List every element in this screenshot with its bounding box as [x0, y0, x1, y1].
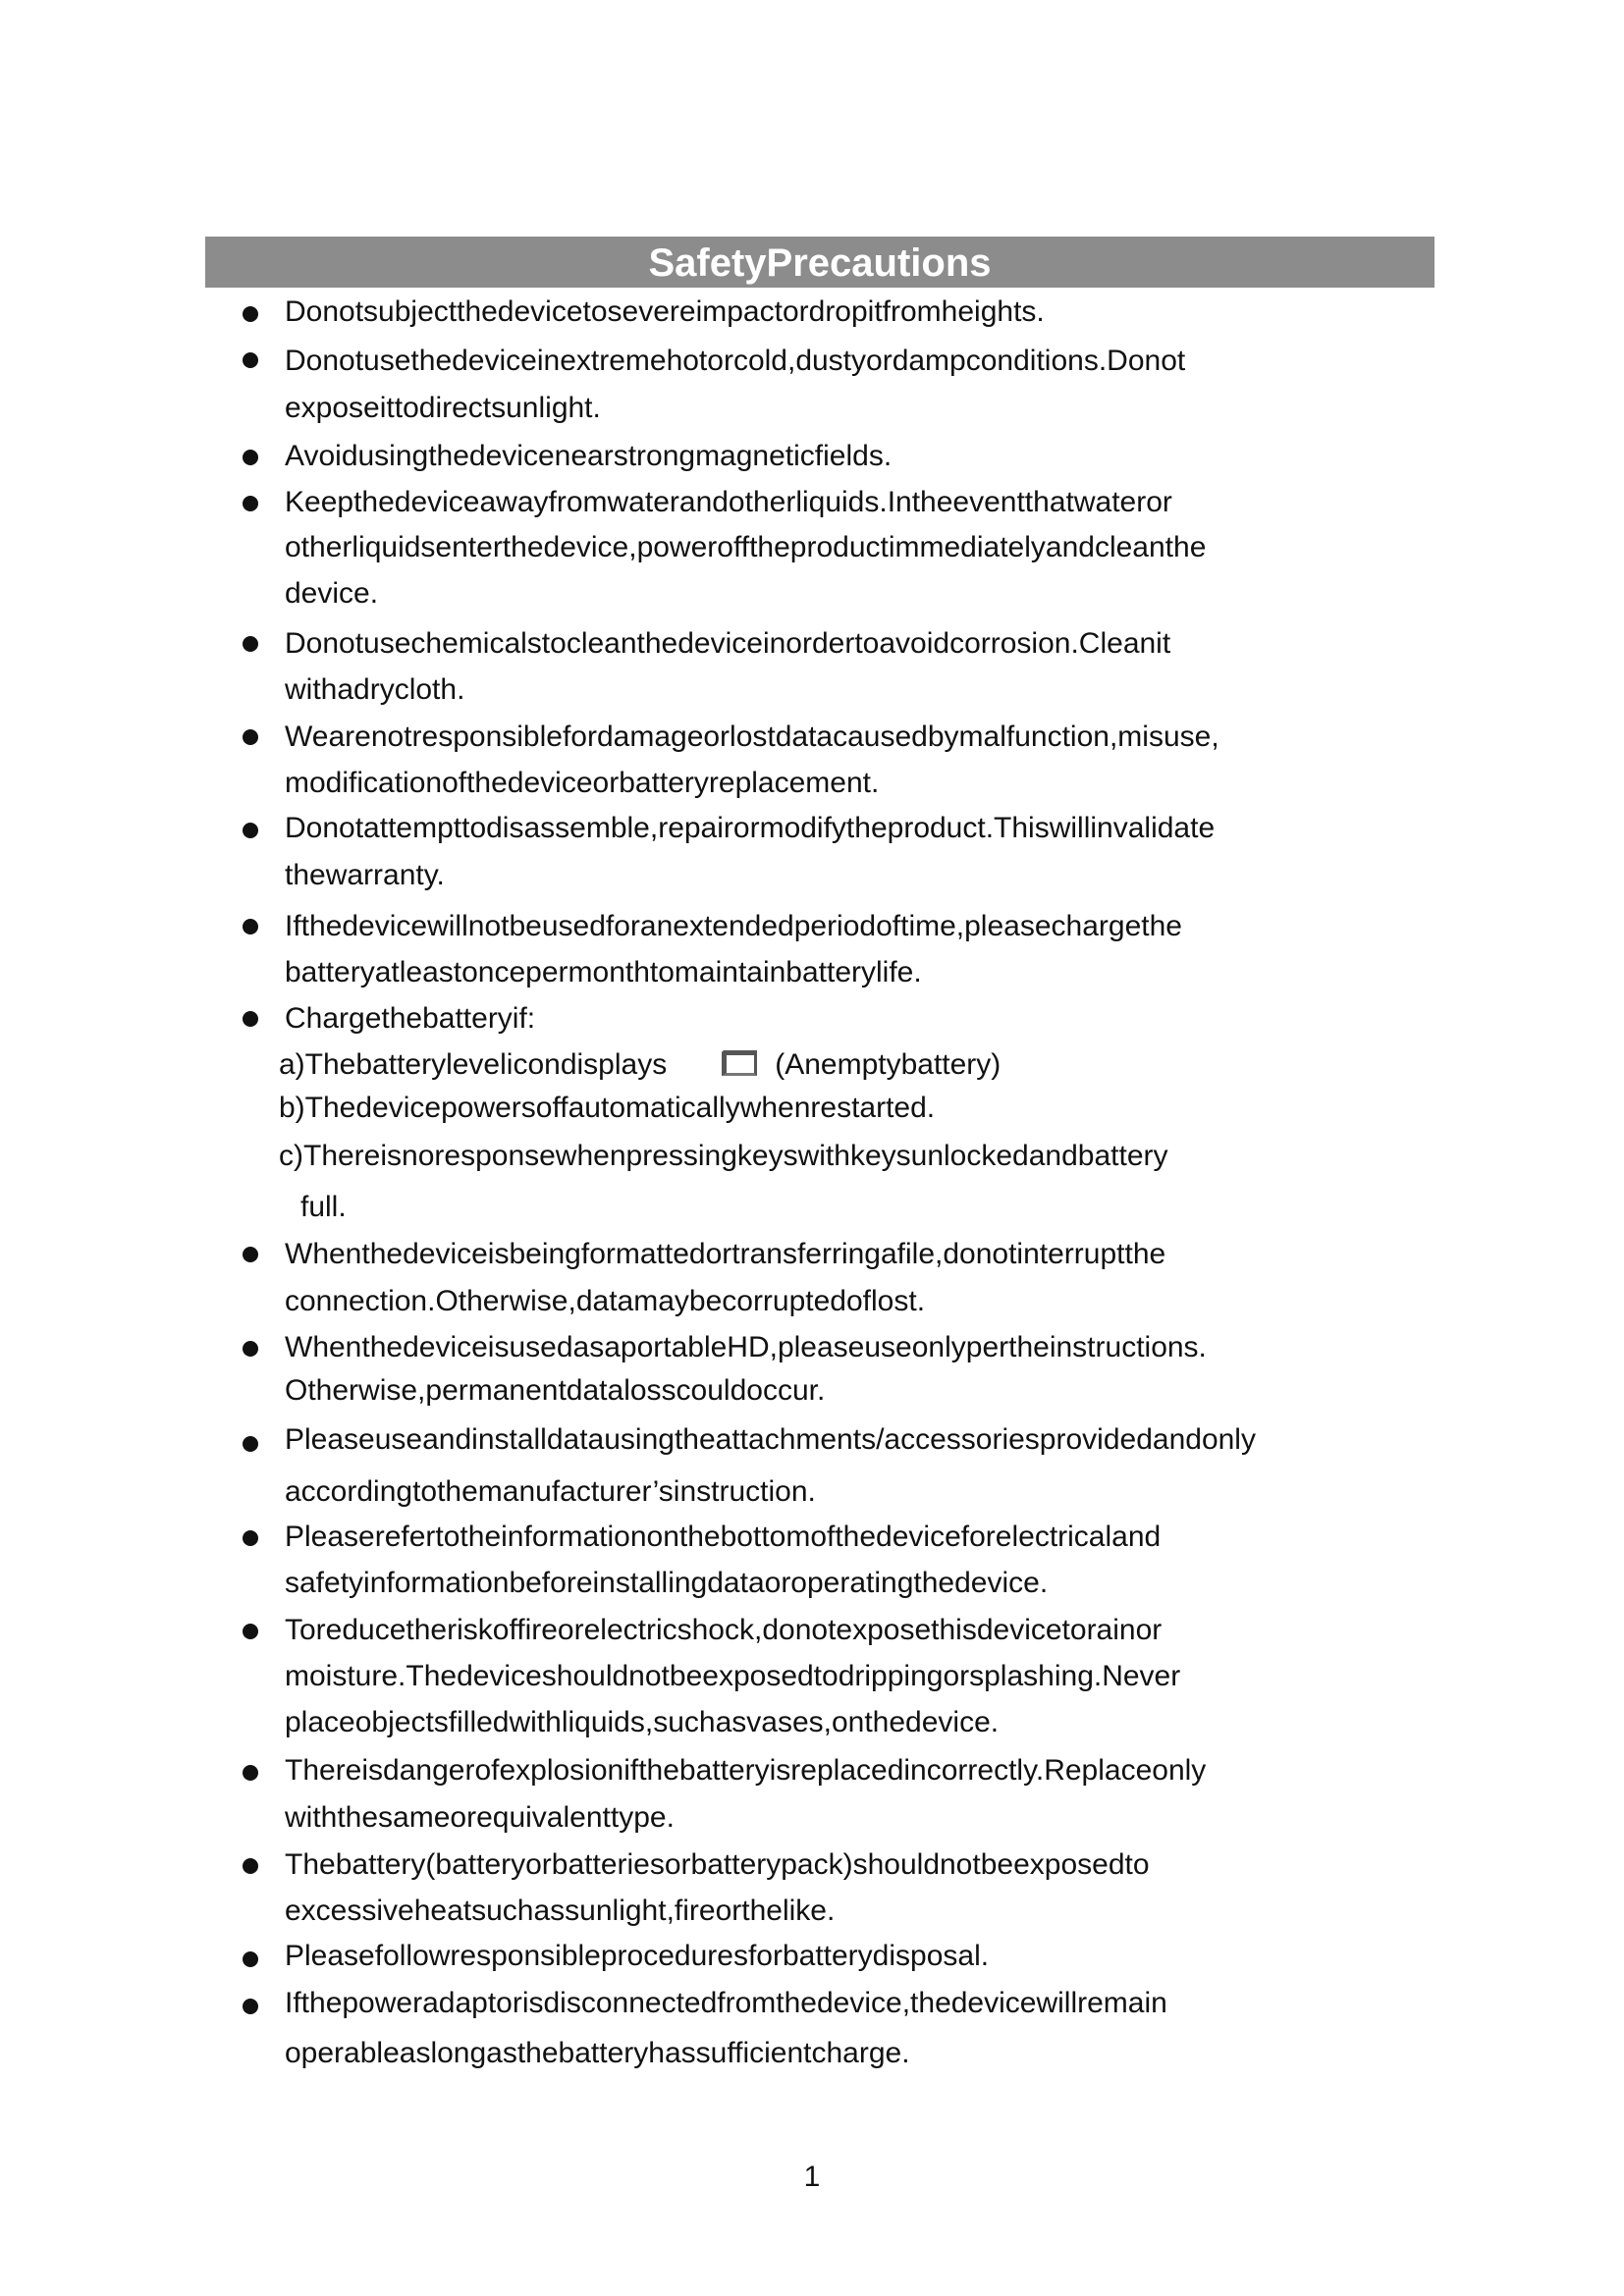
precaution-line: safetyinformationbeforeinstallingdataoroperatingthedevice.	[285, 1567, 1049, 1599]
page-number: 1	[803, 2161, 821, 2193]
precaution-line: Chargethebatteryif:	[285, 1002, 536, 1035]
precaution-line: Donotattempttodisassemble,repairormodifytheproduct.Thiswillinvalidate	[285, 812, 1216, 844]
precaution-line: excessiveheatsuchassunlight,fireorthelike.	[285, 1895, 836, 1927]
precaution-line: Ifthepoweradaptorisdisconnectedfromthedevice,thedevicewillremain	[285, 1987, 1167, 2019]
page-title: SafetyPrecautions	[205, 237, 1435, 288]
bullet-icon	[243, 496, 258, 511]
precaution-line: Pleaseuseandinstalldatausingtheattachments/accessoriesprovidedandonly	[285, 1423, 1256, 1456]
bullet-icon	[243, 352, 258, 368]
precaution-line: otherliquidsenterthedevice,powerofftheproductimmediatelyandcleanthe	[285, 531, 1207, 563]
precaution-subline-text: a)Thebatterylevelicondisplays	[279, 1048, 668, 1081]
bullet-icon	[243, 1247, 258, 1262]
precaution-line: Toreducetheriskoffireorelectricshock,donotexposethisdevicetorainor	[285, 1614, 1163, 1646]
precaution-line: Otherwise,permanentdatalosscouldoccur.	[285, 1374, 826, 1407]
precaution-line: withthesameorequivalenttype.	[285, 1801, 675, 1834]
precaution-subline: full.	[300, 1191, 347, 1223]
precaution-subline	[279, 1047, 1001, 1083]
bullet-icon	[243, 823, 258, 838]
precaution-line: withadrycloth.	[285, 673, 465, 706]
bullet-icon	[243, 1765, 258, 1781]
precaution-line: Thebattery(batteryorbatteriesorbatterypack)shouldnotbeexposedto	[285, 1848, 1150, 1881]
precaution-line: Thereisdangerofexplosionifthebatteryisreplacedincorrectly.Replaceonly	[285, 1754, 1207, 1787]
precaution-line: Whenthedeviceisbeingformattedortransferringafile,donotinterruptthe	[285, 1238, 1166, 1270]
bullet-icon	[243, 1341, 258, 1357]
precaution-line: Donotsubjectthedevicetosevereimpactordropitfromheights.	[285, 295, 1045, 328]
precaution-line: Pleasefollowresponsibleproceduresforbatterydisposal.	[285, 1940, 990, 1972]
precaution-line: moisture.Thedeviceshouldnotbeexposedtodrippingorsplashing.Never	[285, 1660, 1181, 1692]
precaution-subline: c)Thereisnoresponsewhenpressingkeyswithkeysunlockedandbattery	[279, 1140, 1168, 1172]
precaution-line: placeobjectsfilledwithliquids,suchasvases,onthedevice.	[285, 1706, 1000, 1738]
bullet-icon	[243, 306, 258, 322]
bullet-icon	[243, 1858, 258, 1874]
precaution-line: accordingtothemanufacturer’sinstruction.	[285, 1475, 816, 1508]
precaution-line: Donotusethedeviceinextremehotorcold,dustyordampconditions.Donot	[285, 345, 1186, 377]
precaution-line: Ifthedevicewillnotbeusedforanextendedperiodoftime,pleasechargethe	[285, 910, 1182, 942]
precaution-line: connection.Otherwise,datamaybecorruptedoflost.	[285, 1285, 926, 1317]
precaution-line: Avoidusingthedevicenearstrongmagneticfields.	[285, 440, 893, 472]
bullet-icon	[243, 919, 258, 934]
bullet-icon	[243, 1624, 258, 1639]
bullet-icon	[243, 1951, 258, 1967]
bullet-icon	[243, 729, 258, 745]
bullet-icon	[243, 450, 258, 465]
precaution-line: Wearenotresponsiblefordamageorlostdatacausedbymalfunction,misuse,	[285, 721, 1219, 753]
bullet-icon	[243, 1999, 258, 2014]
precaution-line: batteryatleastoncepermonthtomaintainbatterylife.	[285, 956, 922, 988]
precaution-line: thewarranty.	[285, 859, 445, 891]
precaution-line: modificationofthedeviceorbatteryreplacement.	[285, 767, 880, 799]
precaution-subline: b)Thedevicepowersoffautomaticallywhenrestarted.	[279, 1092, 936, 1124]
precaution-line: exposeittodirectsunlight.	[285, 392, 601, 424]
precaution-line: operableaslongasthebatteryhassufficientcharge.	[285, 2037, 910, 2069]
precaution-line: Donotusechemicalstocleanthedeviceinordertoavoidcorrosion.Cleanit	[285, 627, 1171, 660]
precaution-line: Keepthedeviceawayfromwaterandotherliquids.Intheeventthatwateror	[285, 486, 1172, 518]
bullet-icon	[243, 1530, 258, 1546]
precaution-line: WhenthedeviceisusedasaportableHD,pleaseuseonlypertheinstructions.	[285, 1331, 1207, 1363]
precaution-line: Pleaserefertotheinformationonthebottomofthedeviceforelectricaland	[285, 1521, 1162, 1553]
empty-battery-icon	[722, 1050, 757, 1076]
precaution-line: device.	[285, 577, 379, 610]
bullet-icon	[243, 1436, 258, 1452]
bullet-icon	[243, 636, 258, 652]
bullet-icon	[243, 1011, 258, 1027]
precaution-subline-text: (Anemptybattery)	[775, 1048, 1001, 1081]
